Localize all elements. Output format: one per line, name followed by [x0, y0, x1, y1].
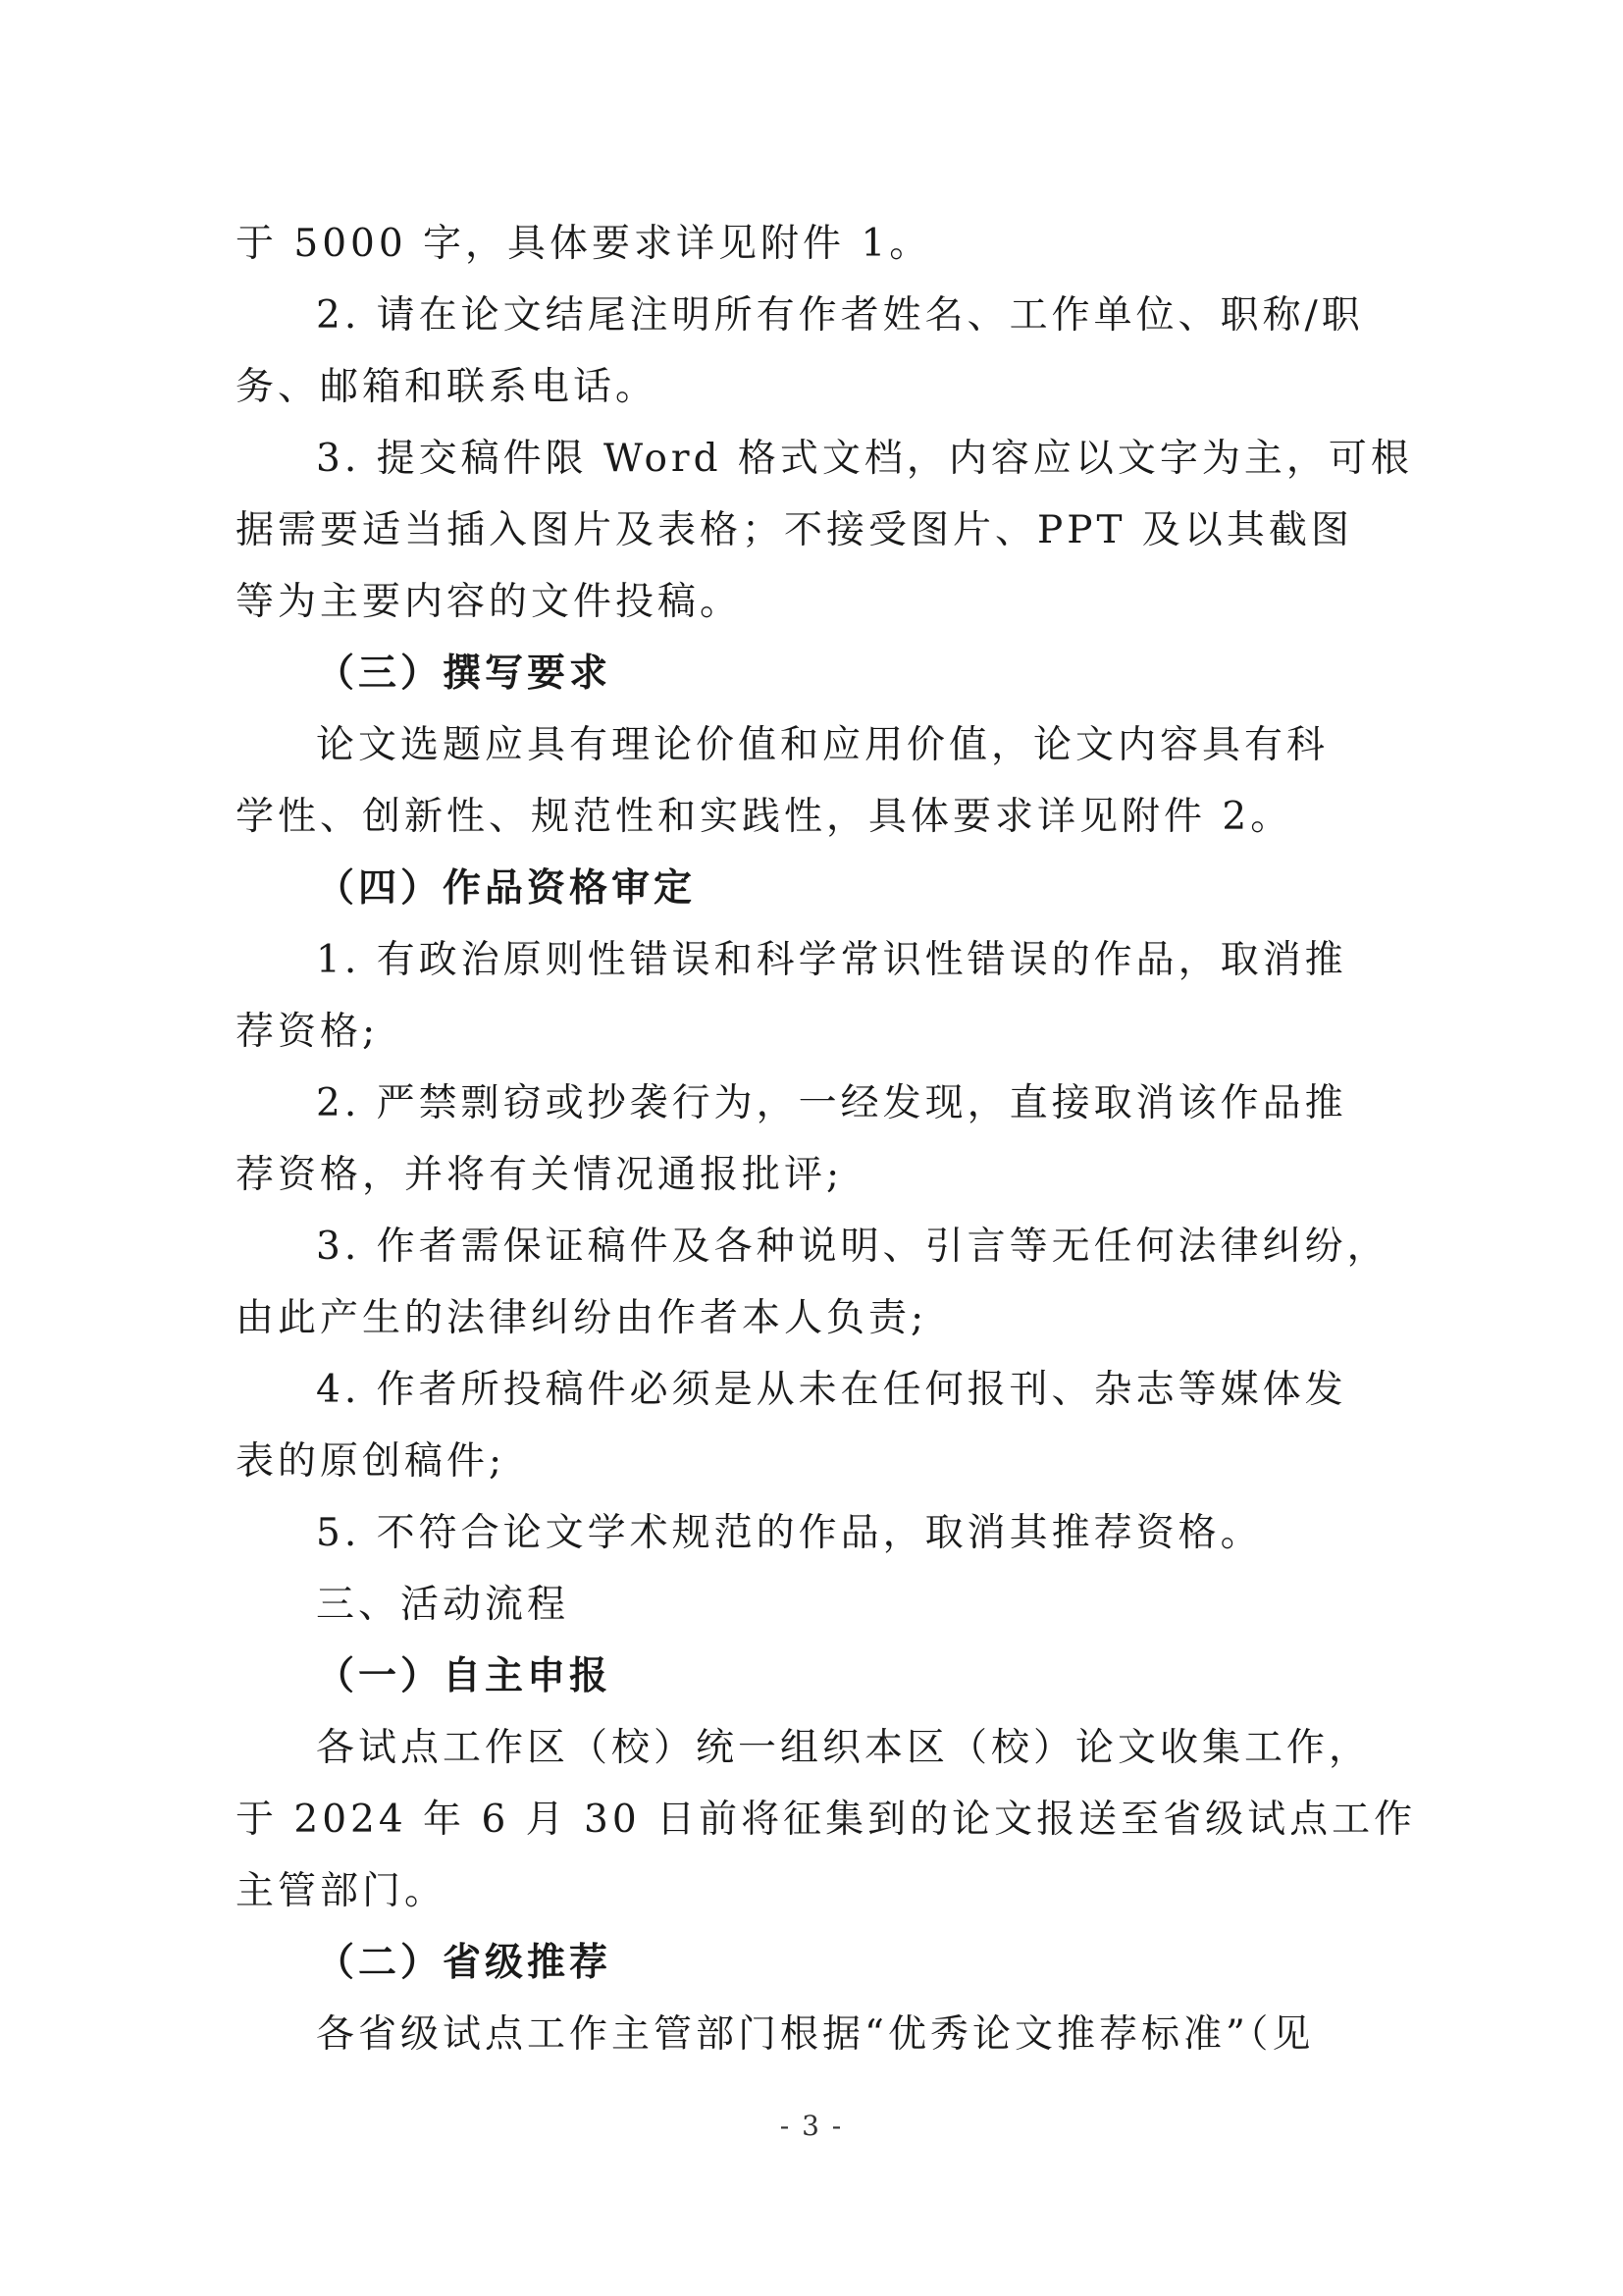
section-heading-provincial-recommendation: （二）省级推荐 [316, 1940, 612, 1985]
section-heading-self-declaration: （一）自主申报 [316, 1653, 612, 1698]
paragraph-line: 5. 不符合论文学术规范的作品，取消其推荐资格。 [316, 1511, 1263, 1555]
section-heading-writing-requirements: （三）撰写要求 [316, 651, 612, 696]
paragraph-line: 4. 作者所投稿件必须是从未在任何报刊、杂志等媒体发 [316, 1368, 1347, 1412]
paragraph-line: 于 5000 字，具体要求详见附件 1。 [236, 222, 932, 266]
document-body [236, 208, 1417, 2070]
paragraph-line: 务、邮箱和联系电话。 [236, 365, 658, 409]
paragraph-line: 1. 有政治原则性错误和科学常识性错误的作品，取消推 [316, 938, 1347, 982]
paragraph-line: 由此产生的法律纠纷由作者本人负责; [236, 1296, 928, 1340]
paragraph-line: 荐资格; [236, 1010, 380, 1054]
paragraph-line: 于 2024 年 6 月 30 日前将征集到的论文报送至省级试点工作 [236, 1798, 1417, 1842]
paragraph-line: 3. 提交稿件限 Word 格式文档，内容应以文字为主，可根 [316, 437, 1413, 481]
paragraph-line: 2. 请在论文结尾注明所有作者姓名、工作单位、职称/职 [316, 293, 1364, 338]
paragraph-line: 学性、创新性、规范性和实践性，具体要求详见附件 2。 [236, 795, 1293, 839]
paragraph-line: 表的原创稿件; [236, 1439, 506, 1484]
paragraph-line: 各省级试点工作主管部门根据“优秀论文推荐标准”（见 [316, 2012, 1315, 2057]
section-heading-qualification-review: （四）作品资格审定 [316, 865, 697, 911]
paragraph-line: 2. 严禁剽窃或抄袭行为，一经发现，直接取消该作品推 [316, 1081, 1347, 1125]
paragraph-line: 论文选题应具有理论价值和应用价值，论文内容具有科 [316, 723, 1330, 767]
paragraph-line: 主管部门。 [236, 1869, 447, 1913]
paragraph-line: 荐资格，并将有关情况通报批评; [236, 1153, 844, 1197]
paragraph-line: 据需要适当插入图片及表格；不接受图片、PPT 及以其截图 [236, 508, 1353, 552]
paragraph-line: 等为主要内容的文件投稿。 [236, 580, 743, 624]
paragraph-line: 3. 作者需保证稿件及各种说明、引言等无任何法律纠纷， [316, 1225, 1389, 1269]
page-number: - 3 - [779, 2110, 844, 2142]
section-heading-activity-process: 三、活动流程 [316, 1583, 570, 1627]
paragraph-line: 各试点工作区（校）统一组织本区（校）论文收集工作， [316, 1726, 1372, 1770]
